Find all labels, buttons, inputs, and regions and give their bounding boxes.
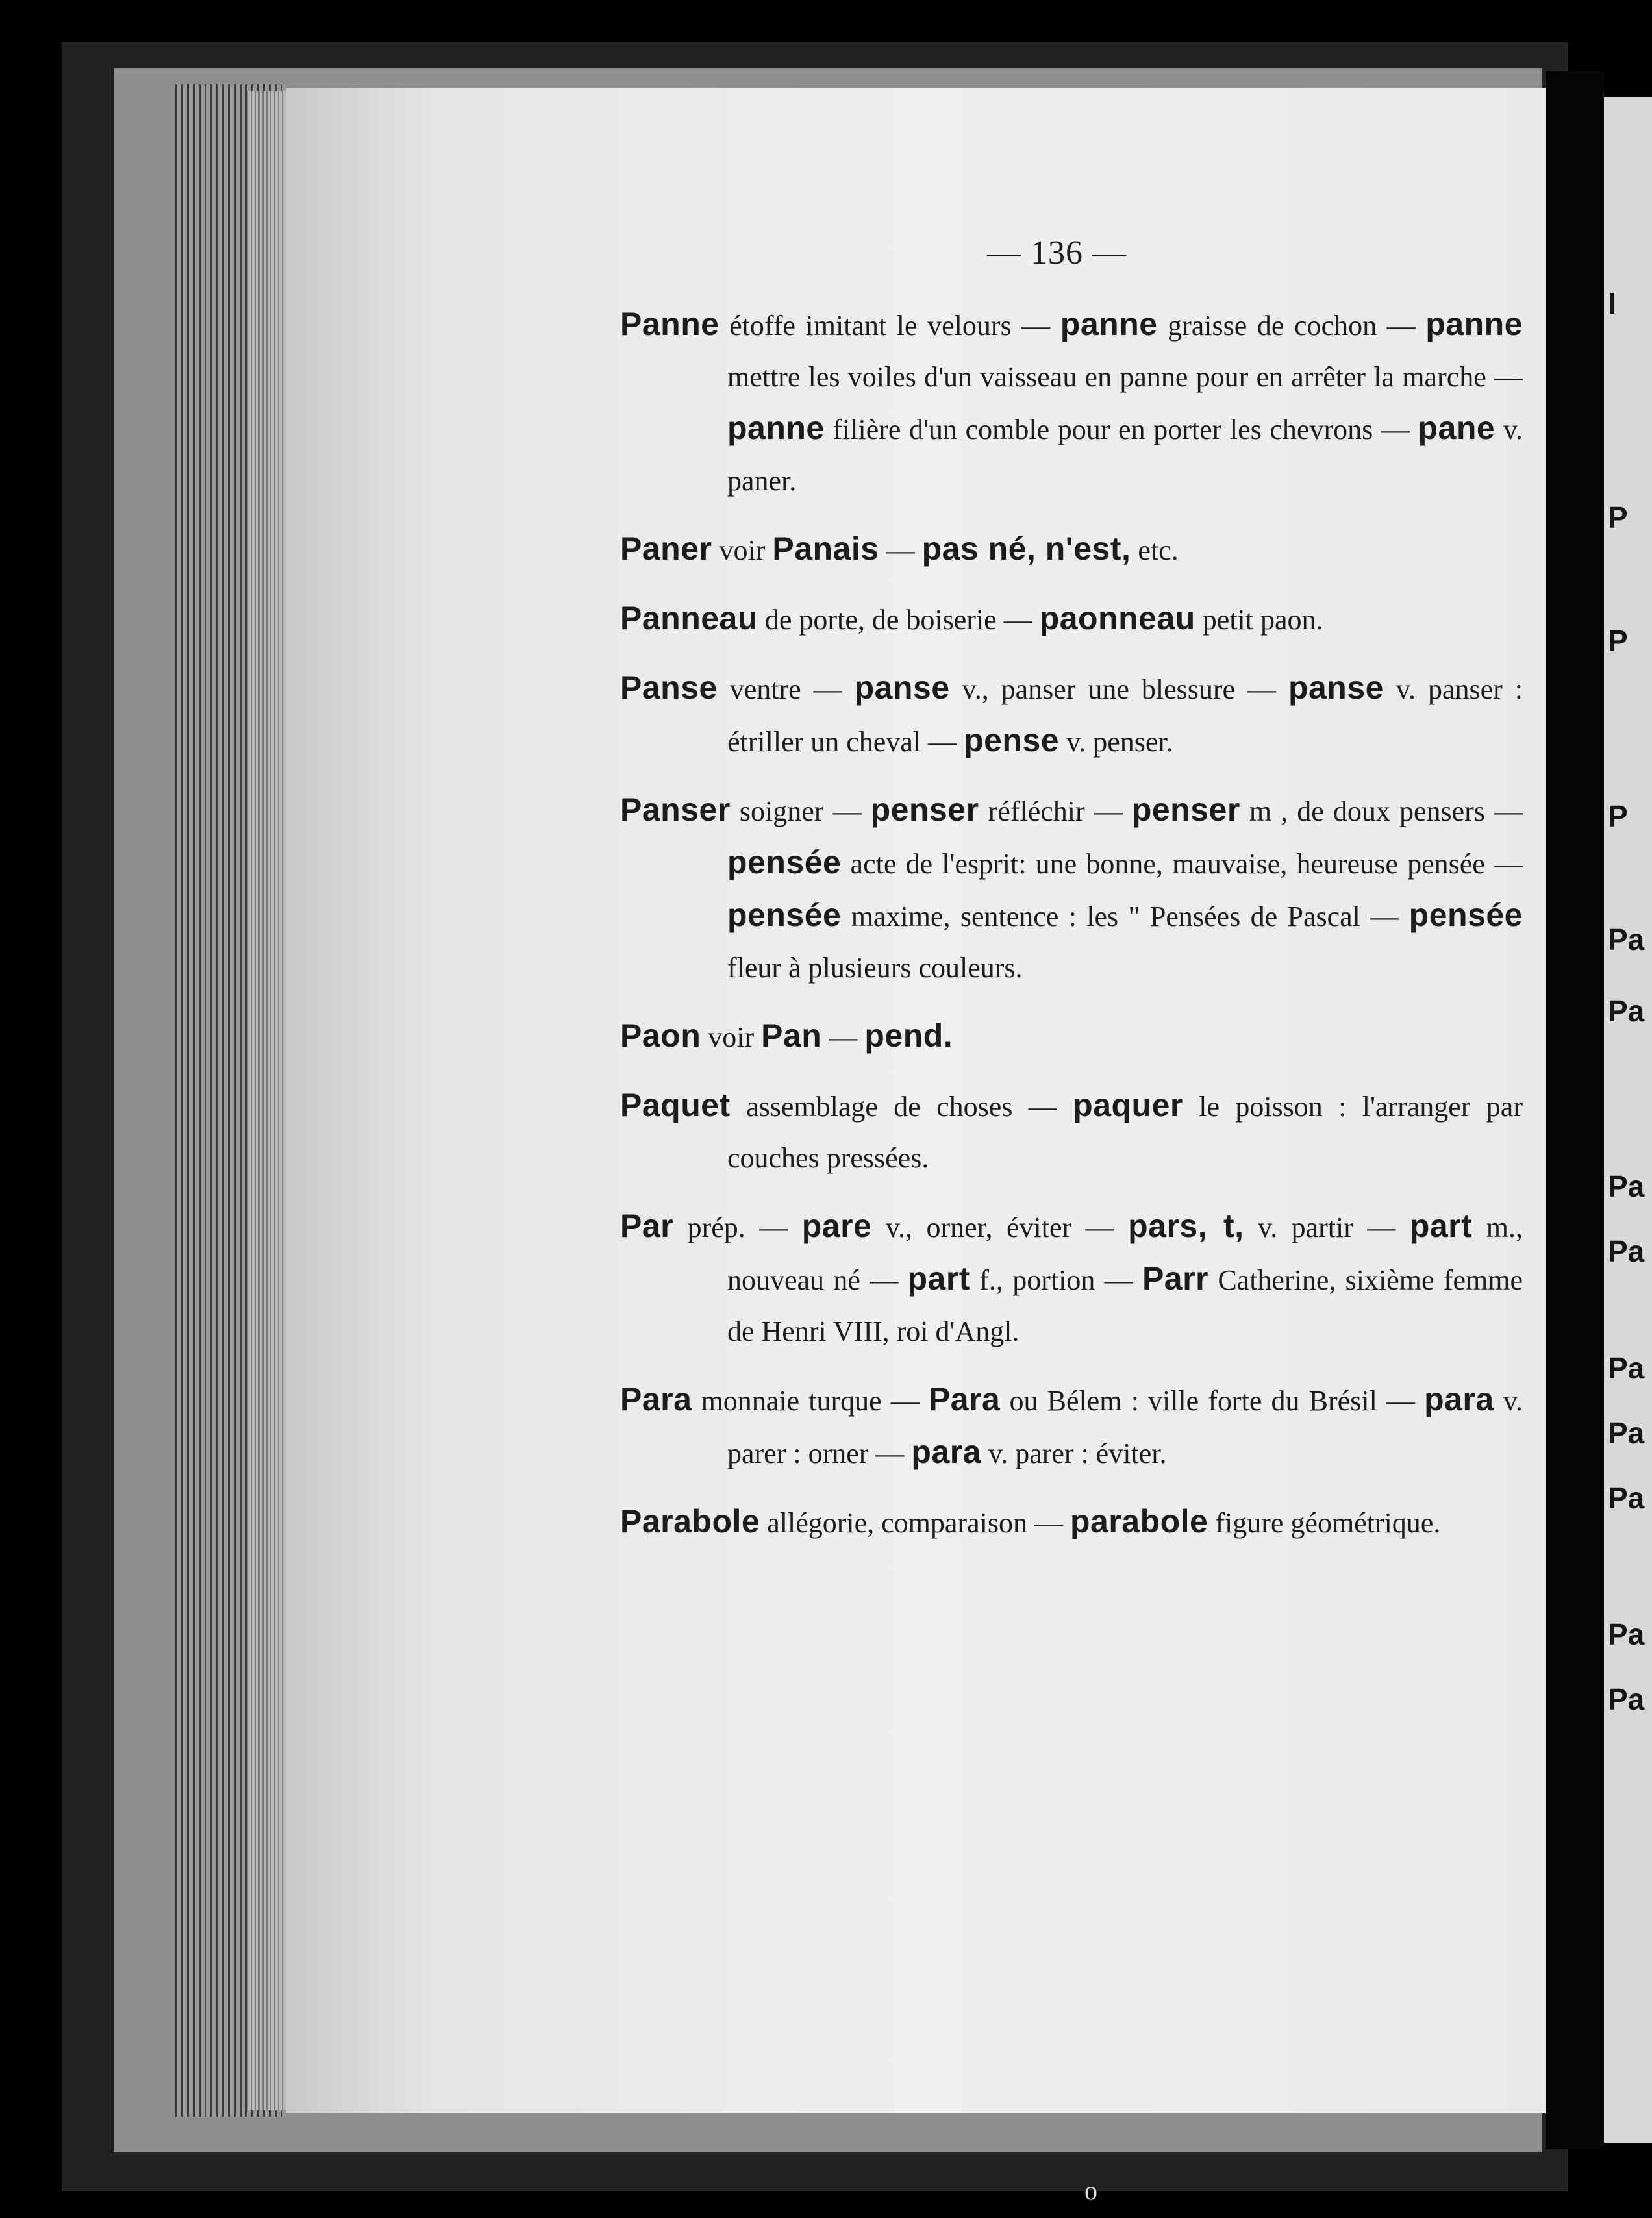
entry-par <box>620 1201 1523 1357</box>
bold-term: pensée <box>1408 897 1523 933</box>
entry-parabole <box>620 1496 1523 1549</box>
entry-para <box>620 1374 1523 1479</box>
bold-term: penser <box>870 791 979 828</box>
entry-panne <box>620 299 1523 506</box>
definition-text: — <box>821 1021 865 1053</box>
page-number: — 136 — <box>987 234 1127 271</box>
definition-text: étoffe imitant le velours — <box>719 310 1060 342</box>
facing-page-letter: Pa <box>1608 1169 1645 1203</box>
bold-term: Panais <box>772 530 879 567</box>
definition-text: filière d'un comble pour en porter les chevrons — <box>824 414 1418 445</box>
facing-page-letter: I <box>1608 286 1616 320</box>
definition-text: ou Bélem : ville forte du Brésil — <box>1000 1385 1425 1417</box>
definition-text: prép. — <box>673 1212 802 1243</box>
facing-page-letter: P <box>1608 624 1628 658</box>
definition-text: f., portion — <box>970 1264 1142 1296</box>
bold-term: panne <box>1425 306 1523 342</box>
bold-term: pane <box>1418 410 1496 446</box>
bold-term: parabole <box>1070 1503 1208 1539</box>
bold-term: pensée <box>727 844 842 880</box>
definition-text: fleur à plusieurs couleurs. <box>727 952 1023 984</box>
definition-text: petit paon. <box>1195 604 1323 636</box>
entry-panneau <box>620 593 1523 645</box>
bold-term: panse <box>854 669 950 706</box>
definition-text: de porte, de boiserie — <box>757 604 1040 636</box>
definition-text: m , de doux pensers — <box>1240 795 1523 827</box>
facing-page-letter: P <box>1608 501 1628 534</box>
bold-term: Parr <box>1142 1260 1209 1297</box>
facing-page-letter: P <box>1608 799 1628 833</box>
definition-text: voir <box>712 534 773 566</box>
facing-page-letter: Pa <box>1608 1351 1645 1385</box>
headword: Par <box>620 1208 674 1244</box>
definition-text: v., orner, éviter — <box>871 1212 1129 1243</box>
entry-list <box>620 299 1523 1565</box>
entry-panse <box>620 662 1523 767</box>
facing-page-letter: Pa <box>1608 923 1645 956</box>
definition-text: allégorie, comparaison — <box>760 1507 1070 1539</box>
bold-term: pend. <box>864 1017 953 1054</box>
definition-text: etc. <box>1131 534 1179 566</box>
book-gutter <box>1546 71 1604 2149</box>
definition-text: maxime, sentence : les " Pensées de Pascal — <box>841 901 1409 932</box>
definition-text: graisse de cochon — <box>1157 310 1426 342</box>
bold-term: paquer <box>1073 1087 1183 1123</box>
definition-text: v., panser une blessure — <box>949 673 1288 705</box>
definition-text: voir <box>701 1021 762 1053</box>
definition-text: acte de l'esprit: une bonne, mauvaise, heureuse pensée — <box>841 848 1523 880</box>
facing-page-letter: Pa <box>1608 1617 1645 1651</box>
headword: Panse <box>620 669 718 706</box>
entry-paner <box>620 523 1523 576</box>
bold-term: pas né, n'est, <box>921 530 1131 567</box>
facing-page <box>1604 97 1652 2143</box>
definition-text: soigner — <box>730 795 871 827</box>
bold-term: pars, t, <box>1128 1208 1244 1244</box>
headword: Paquet <box>620 1087 731 1123</box>
headword: Para <box>620 1381 692 1417</box>
definition-text: Catherine, sixième femme de Henri VIII, roi d'Angl. <box>727 1264 1523 1347</box>
definition-text: v. partir — <box>1244 1212 1410 1243</box>
definition-text: v. paner. <box>727 414 1523 497</box>
bold-term: pensée <box>727 897 842 933</box>
facing-page-letter: Pa <box>1608 1416 1645 1450</box>
entry-panser <box>620 784 1523 993</box>
bold-term: panne <box>727 410 825 446</box>
definition-text: ventre — <box>717 673 855 705</box>
definition-text: le poisson : l'arranger par couches pressées. <box>727 1091 1523 1174</box>
bold-term: part <box>907 1260 970 1297</box>
bold-term: pare <box>801 1208 872 1244</box>
definition-text: v. parer : éviter. <box>981 1438 1167 1469</box>
facing-page-letter: Pa <box>1608 1234 1645 1268</box>
bold-term: panne <box>1060 306 1158 342</box>
headword: Parabole <box>620 1503 760 1539</box>
definition-text: m., nouveau né — <box>727 1212 1523 1296</box>
definition-text: réfléchir — <box>979 795 1132 827</box>
bold-term: Pan <box>761 1017 822 1054</box>
headword: Panser <box>620 791 731 828</box>
bold-term: pense <box>964 722 1060 758</box>
entry-paquet <box>620 1080 1523 1184</box>
headword: Panne <box>620 306 720 342</box>
scan-mark: o <box>1084 2176 1097 2205</box>
definition-text: monnaie turque — <box>692 1385 929 1417</box>
bold-term: para <box>1424 1381 1494 1417</box>
headword: Panneau <box>620 600 758 636</box>
definition-text: — <box>879 534 922 566</box>
headword: Paon <box>620 1017 701 1054</box>
definition-text: v. panser : étriller un cheval — <box>727 673 1523 758</box>
facing-page-letter: Pa <box>1608 1481 1645 1515</box>
bold-term: part <box>1409 1208 1473 1244</box>
definition-text: figure géométrique. <box>1208 1507 1441 1539</box>
definition-text: v. penser. <box>1059 726 1173 758</box>
definition-text: assemblage de choses — <box>730 1091 1073 1123</box>
bold-term: panse <box>1288 669 1384 706</box>
entry-paon <box>620 1010 1523 1063</box>
bold-term: paonneau <box>1039 600 1195 636</box>
bold-term: para <box>911 1434 982 1470</box>
bold-term: Para <box>928 1381 1001 1417</box>
facing-page-letter: Pa <box>1608 1682 1645 1716</box>
headword: Paner <box>620 530 712 567</box>
definition-text: mettre les voiles d'un vaisseau en panne pour en arrêter la marche — <box>727 361 1523 393</box>
facing-page-letter: Pa <box>1608 994 1645 1028</box>
definition-text: v. parer : orner — <box>727 1385 1523 1469</box>
bold-term: penser <box>1131 791 1240 828</box>
